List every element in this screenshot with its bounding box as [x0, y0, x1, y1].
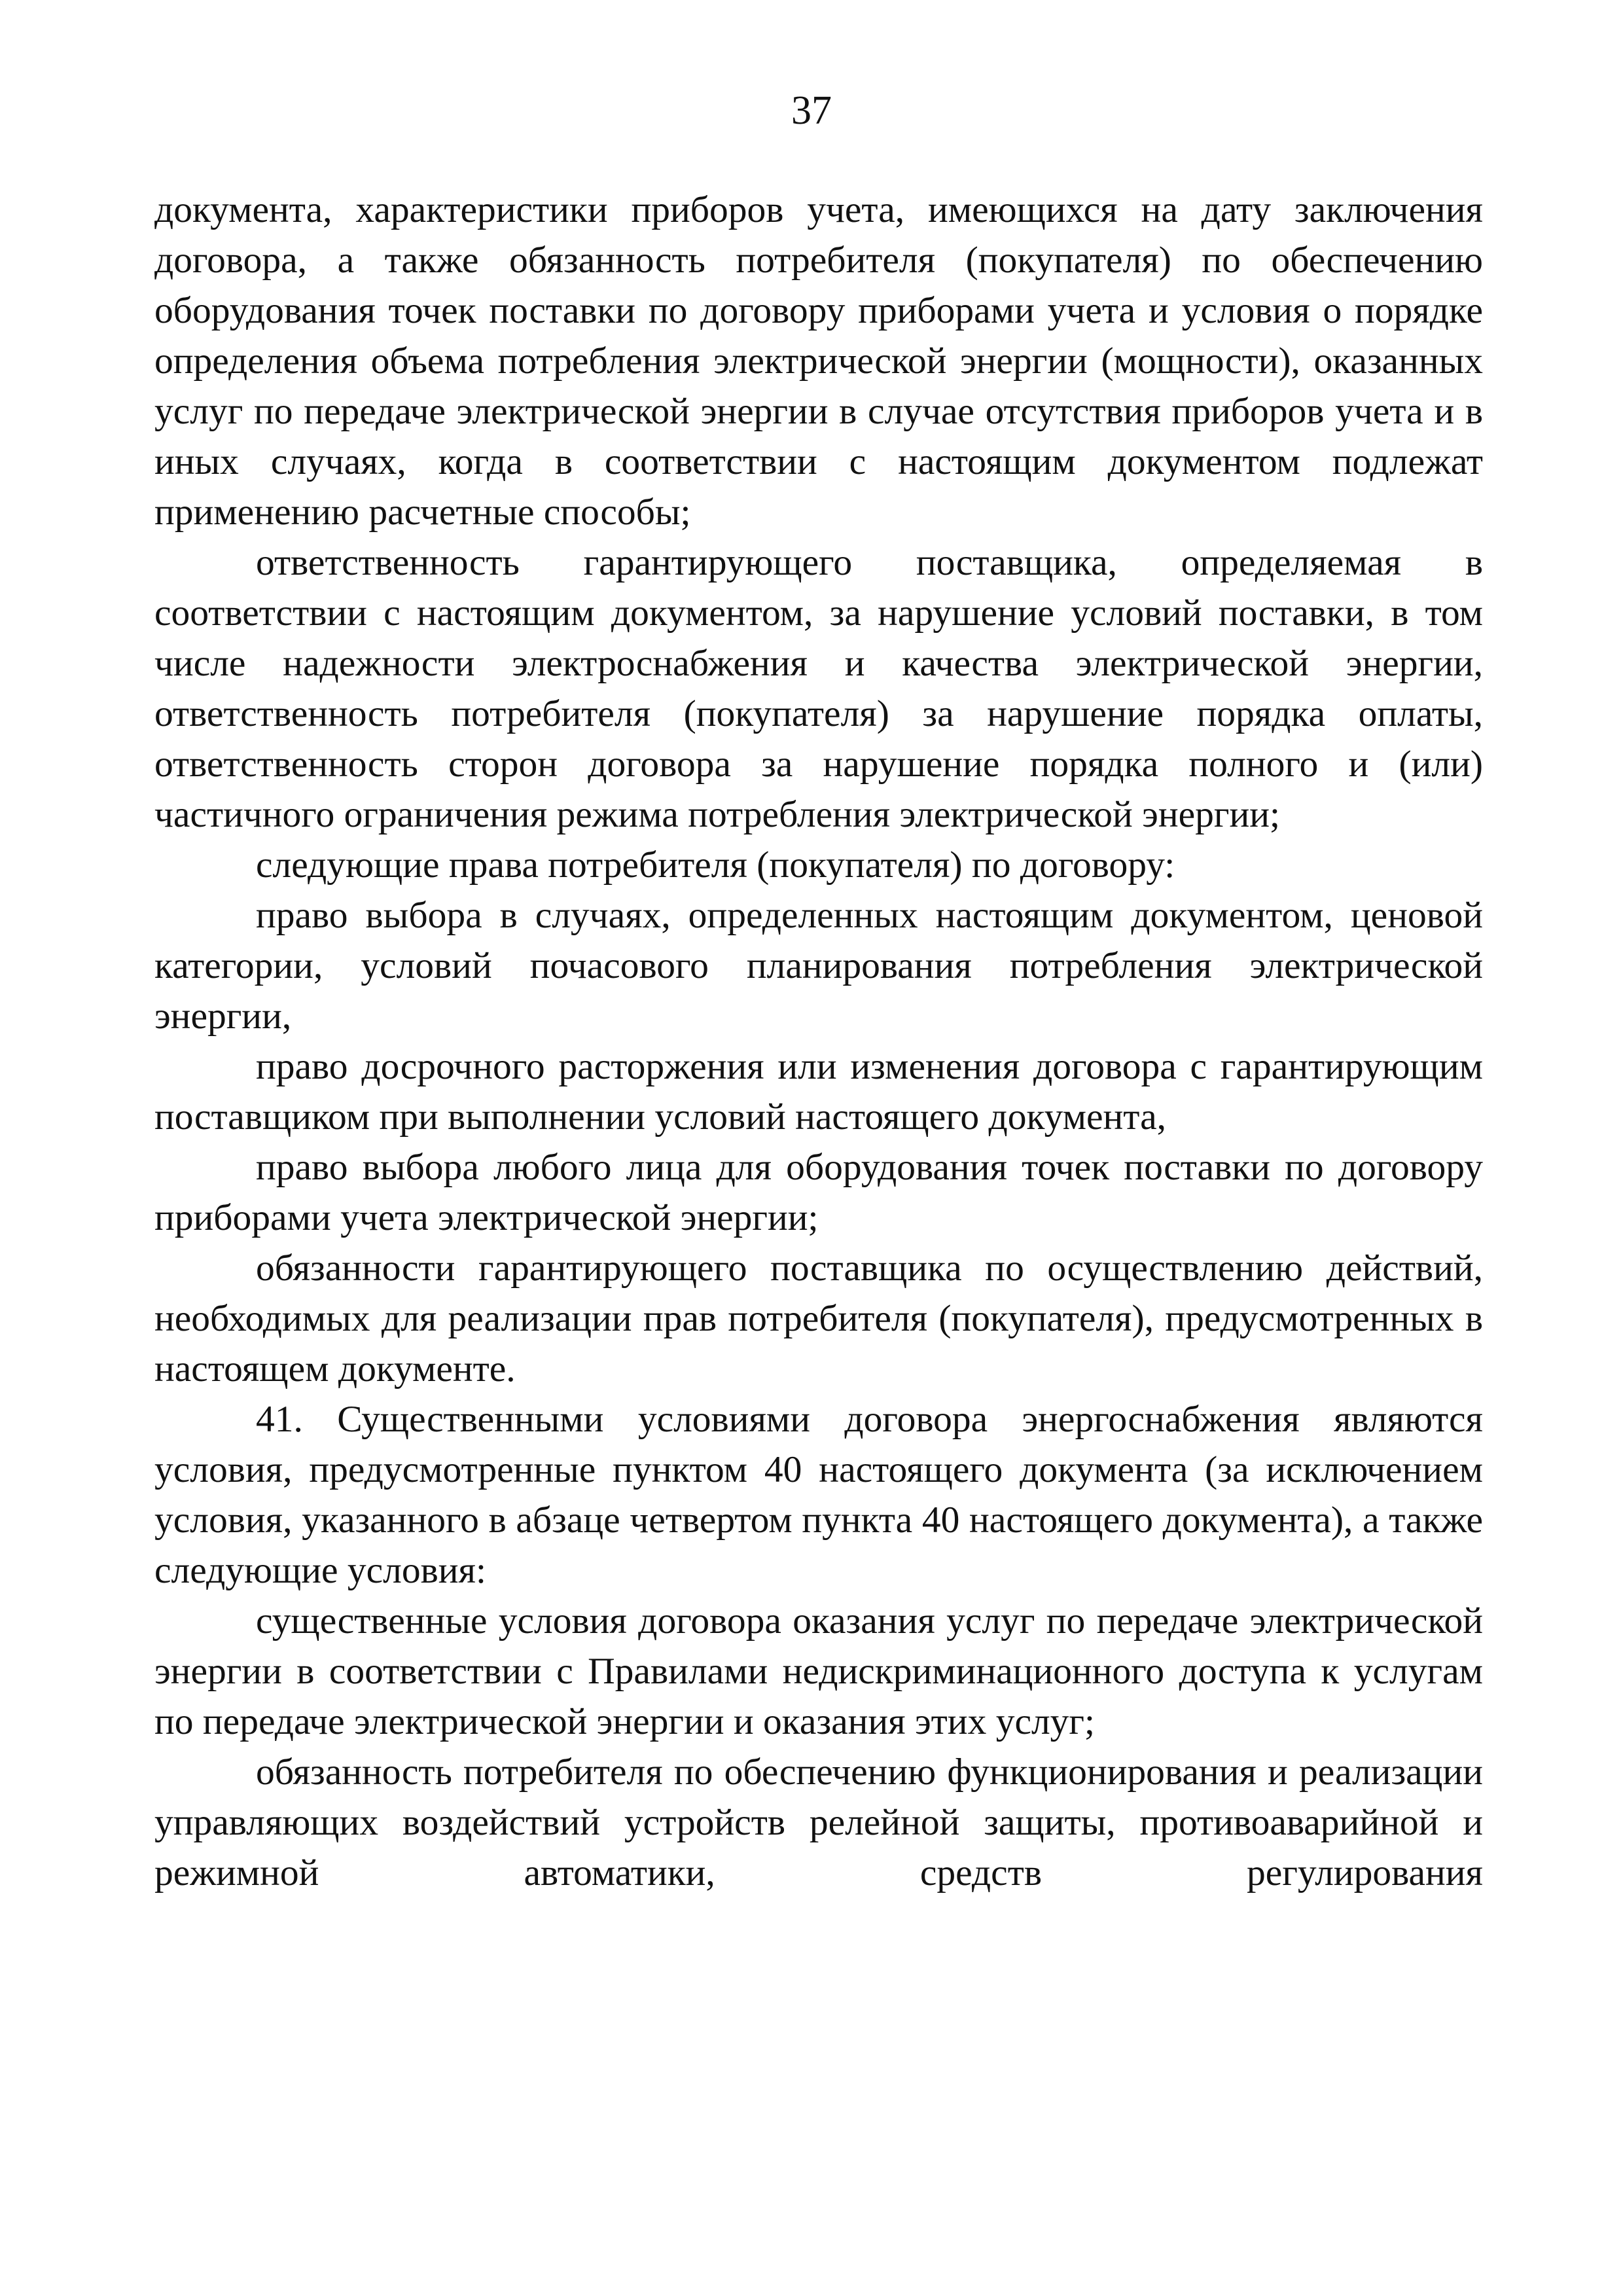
- page-number: 37: [791, 88, 832, 133]
- paragraph-10: обязанность потребителя по обеспечению функционирования и реализации управляющих воздействий устройств релейной защиты, противоаварийной и режимной автоматики, средств регулирования: [154, 1751, 1483, 1893]
- paragraph-8: 41. Существенными условиями договора энергоснабжения являются условия, предусмотренные пунктом 40 настоящего документа (за исключением условия, указанного в абзаце четвертом пункта 40 настоящего документа), а также следующие условия:: [154, 1399, 1483, 1591]
- paragraph-7: обязанности гарантирующего поставщика по осуществлению действий, необходимых для реализации прав потребителя (покупателя), предусмотренных в настоящем документе.: [154, 1247, 1483, 1390]
- document-body: [154, 185, 1483, 1898]
- paragraph-9: существенные условия договора оказания услуг по передаче электрической энергии в соответствии с Правилами недискриминационного доступа к услугам по передаче электрической энергии и оказания этих услуг;: [154, 1600, 1483, 1742]
- paragraph-3: следующие права потребителя (покупателя) по договору:: [256, 844, 1175, 886]
- paragraph-5: право досрочного расторжения или изменения договора с гарантирующим поставщиком при выполнении условий настоящего документа,: [154, 1046, 1483, 1138]
- paragraph-6: право выбора любого лица для оборудования точек поставки по договору приборами учета электрической энергии;: [154, 1147, 1483, 1238]
- paragraph-2: ответственность гарантирующего поставщика, определяемая в соответствии с настоящим документом, за нарушение условий поставки, в том числе надежности электроснабжения и качества электрической энергии, ответственность потребителя (покупателя) за нарушение порядка оплаты, ответственность сторон договора за нарушение порядка полного и (или) частичного ограничения режима потребления электрической энергии;: [154, 542, 1483, 835]
- paragraph-1: документа, характеристики приборов учета, имеющихся на дату заключения договора, а также обязанность потребителя (покупателя) по обеспечению оборудования точек поставки по договору приборами учета и условия о порядке определения объема потребления электрической энергии (мощности), оказанных услуг по передаче электрической энергии в случае отсутствия приборов учета и в иных случаях, когда в соответствии с настоящим документом подлежат применению расчетные способы;: [154, 189, 1483, 533]
- paragraph-4: право выбора в случаях, определенных настоящим документом, ценовой категории, условий почасового планирования потребления электрической энергии,: [154, 895, 1483, 1037]
